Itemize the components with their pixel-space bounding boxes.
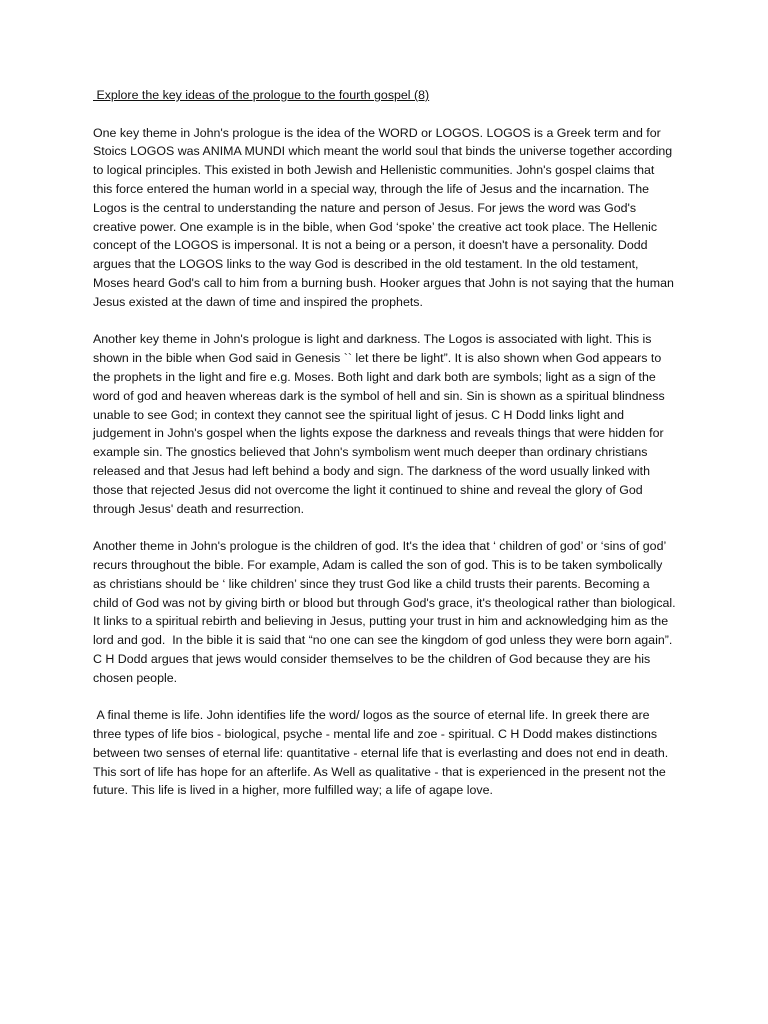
- document-body: [93, 86, 680, 819]
- paragraph-children-of-god: Another theme in John's prologue is the children of god. It's the idea that ‘ children of god’ or ‘sins of god’ recurs throughout the bible. For example, Adam is called the son of god. This is to be taken symbolically as christians should be ‘ like children’ since they trust God like a child trusts their parents. Becoming a child of God was not by giving birth or blood but through God's grace, it's theological rather than biological. It links to a spiritual rebirth and believing in Jesus, putting your trust in him and acknowledging him as the lord and god. In the bible it is said that “no one can see the kingdom of god unless they were born again”. C H Dodd argues that jews would consider themselves to be the children of God because they are his chosen people.: [93, 539, 680, 685]
- paragraph-logos: One key theme in John's prologue is the idea of the WORD or LOGOS. LOGOS is a Greek term and for Stoics LOGOS was ANIMA MUNDI which meant the world soul that binds the universe together according to logical principles. This existed in both Jewish and Hellenistic communities. John's gospel claims that this force entered the human world in a special way, through the life of Jesus and the incarnation. The Logos is the central to understanding the nature and person of Jesus. For jews the word was God's creative power. One example is in the bible, when God ‘spoke’ the creative act took place. The Hellenic concept of the LOGOS is impersonal. It is not a being or a person, it doesn't have a personality. Dodd argues that the LOGOS links to the way God is described in the old testament. In the old testament, Moses heard God's call to him from a burning bush. Hooker argues that John is not saying that the human Jesus existed at the dawn of time and inspired the prophets.: [93, 125, 678, 309]
- paragraph-light-darkness: Another key theme in John's prologue is light and darkness. The Logos is associated with light. This is shown in the bible when God said in Genesis `` let there be light”. It is also shown when God appears to the prophets in the light and fire e.g. Moses. Both light and dark both are symbols; light as a sign of the word of god and heaven whereas dark is the symbol of hell and sin. Sin is shown as a spiritual blindness unable to see God; in context they cannot see the spiritual light of jesus. C H Dodd links light and judgement in John's gospel when the lights expose the darkness and reveals things that were hidden for example sin. The gnostics believed that John's symbolism went much deeper than ordinary christians released and that Jesus had left behind a body and sign. The darkness of the word usually linked with those that rejected Jesus did not overcome the light it continued to shine and reveal the glory of God through Jesus' death and resurrection.: [93, 332, 669, 516]
- document-title: Explore the key ideas of the prologue to the fourth gospel (8): [93, 88, 430, 102]
- paragraph-life: A final theme is life. John identifies life the word/ logos as the source of eternal life. In greek there are three types of life bios - biological, psyche - mental life and zoe - spiritual. C H Dodd makes distinctions between two senses of eternal life: quantitative - eternal life that is everlasting and does not end in death. This sort of life has hope for an afterlife. As Well as qualitative - that is experienced in the present not the future. This life is lived in a higher, more fulfilled way; a life of agape love.: [93, 708, 672, 798]
